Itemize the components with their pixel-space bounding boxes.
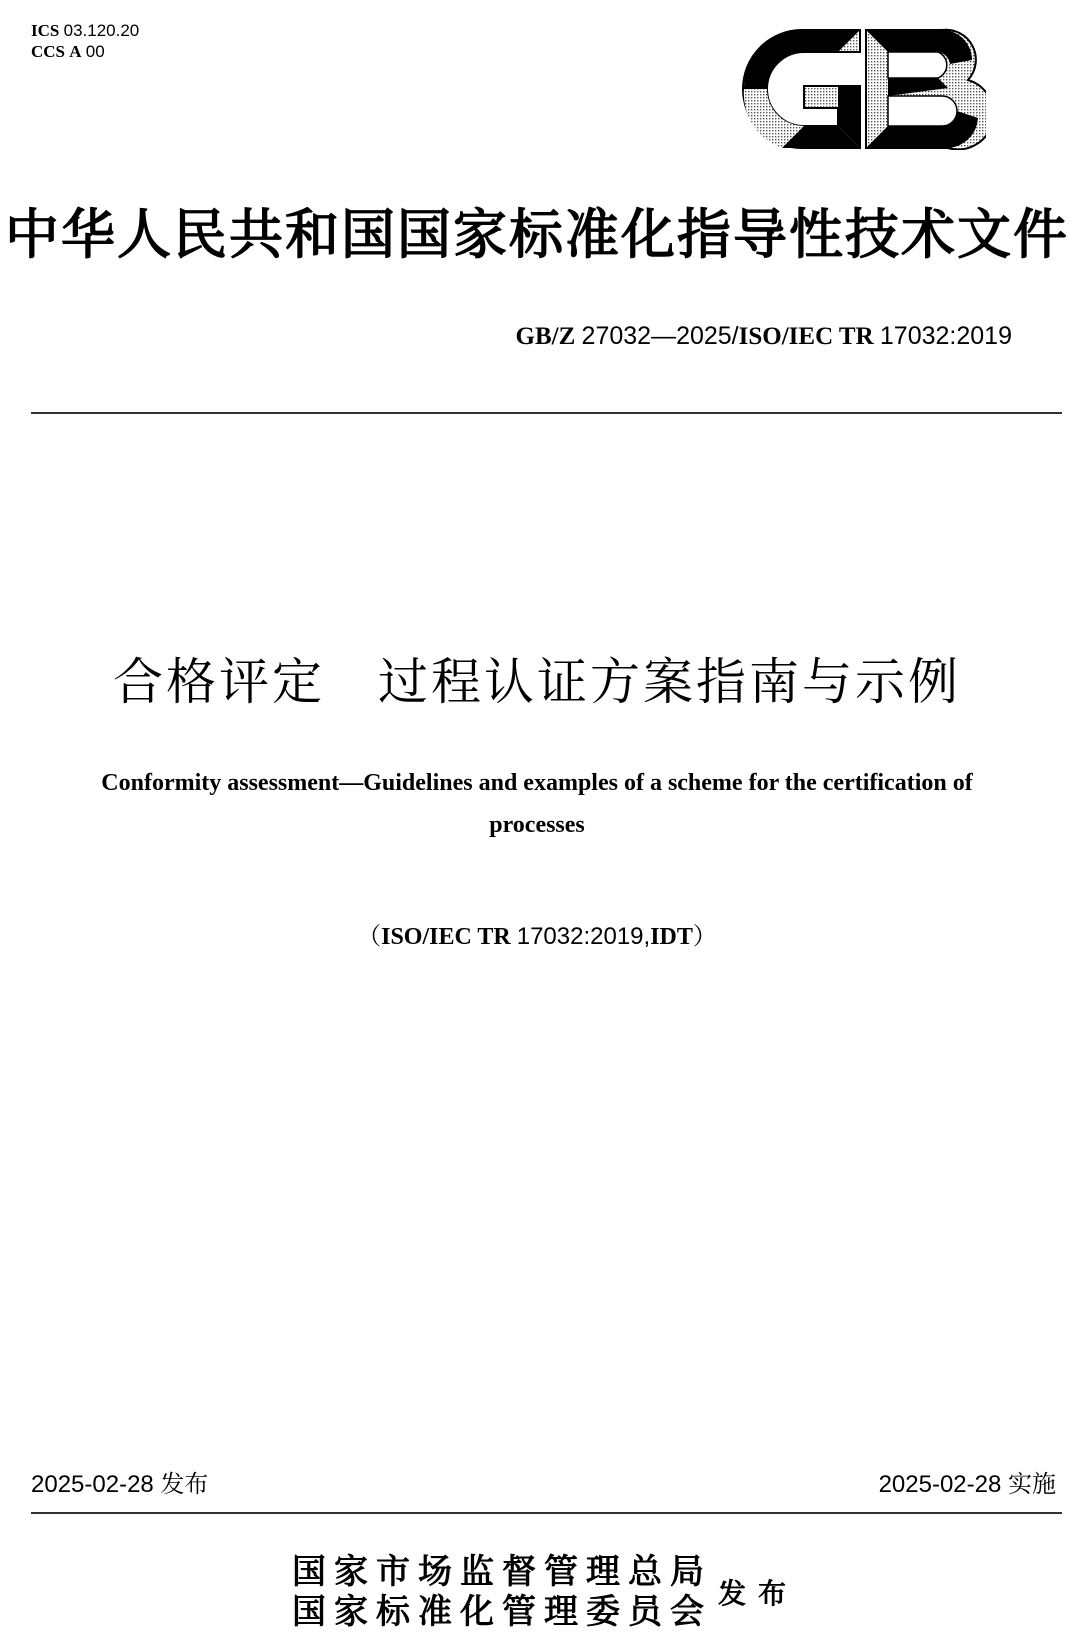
- chinese-title: 合格评定 过程认证方案指南与示例: [113, 654, 961, 710]
- issue-date: 2025-02-28 发布: [31, 1471, 209, 1498]
- issuer-sac: 国家标准化管理委员会: [292, 1594, 712, 1631]
- english-title: Conformity assessment—Guidelines and examples of a scheme for the certification of processes: [101, 770, 973, 838]
- adoption-note: （ISO/IEC TR 17032:2019,IDT）: [357, 923, 717, 950]
- top-divider: [31, 412, 1062, 414]
- issuing-organizations: [292, 1553, 712, 1633]
- implementation-date: 2025-02-28 实施: [878, 1471, 1056, 1498]
- standard-number: GB/Z 27032—2025/ISO/IEC TR 17032:2019: [515, 322, 1012, 350]
- issuer-samr: 国家市场监督管理总局: [292, 1554, 712, 1591]
- ccs-code: CCS A 00: [31, 42, 105, 61]
- classification-codes: [31, 20, 139, 62]
- issue-action-label: 发布: [718, 1579, 799, 1610]
- bottom-divider: [31, 1512, 1062, 1514]
- ics-code: ICS 03.120.20: [31, 21, 140, 40]
- document-type-heading: 中华人民共和国国家标准化指导性技术文件: [5, 205, 1069, 265]
- gb-logo-icon: [742, 28, 986, 150]
